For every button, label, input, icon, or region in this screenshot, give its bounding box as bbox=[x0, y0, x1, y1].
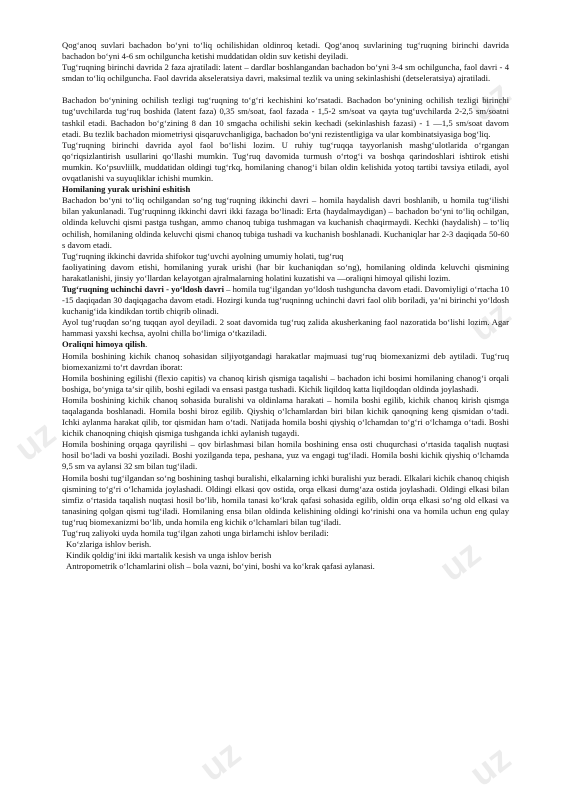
paragraph: Tugʻruqning ikkinchi davrida shifokor tugʻuvchi ayolning umumiy holati, tugʻruq bbox=[62, 250, 344, 261]
heading-tail: . bbox=[145, 339, 148, 350]
paragraph: Homila boshining orqaga qayrilishi – qov birlashmasi bilan homila boshining ensa osti chuqurchasi oʻrtasida taqalish nuqtasi hosil boʻladi va boshi yoziladi. Boshi yozilganda tepa, peshana, yuz va engagi tugʻiladi. Homila boshi kichik qiyshiq oʻlchamda 9,5 sm va aylansi 32 sm bilan tugʻiladi. bbox=[62, 439, 509, 472]
paragraph: Tugʻruq zaliyoki uyda homila tugʻilgan zahoti unga birlamchi ishlov beriladi: bbox=[62, 528, 329, 539]
watermark: uz bbox=[461, 72, 519, 130]
paragraph: Tugʻruqning birinchi davrida 2 faza ajratiladi: latent – dardlar boshlangandan bachadon boʻyni 3-4 sm ochilguncha, faol davri - 4 smdan toʻliq ochilguncha. Faol davrida akseleratsiya davri, maksimal tezlik va uning sekinlashishi (detseleratsiya) ajratiladi. bbox=[62, 62, 509, 84]
paragraph: Homila boshining egilishi (flexio capitis) va chanoq kirish qismiga taqalishi – bachadon ichi bosimi homilaning chanogʻi orqali boshiga, boʻyniga taʼsir qilib, boshi egiladi va ensasi pastga tushadi. Kichik liqildoq katta liqildoqdan oldinda joylashadi. bbox=[62, 372, 509, 394]
watermark: uz bbox=[461, 292, 519, 350]
watermark: uz bbox=[461, 737, 519, 795]
paragraph: Homila boshining kichik chanoq sohasidan siljiyotgandagi harakatlar majmuasi tugʻruq biomexanizmi deb aytiladi. Tugʻruq biomexanizmi toʻrt davrdan iborat: bbox=[62, 350, 509, 372]
section-heading: Homilaning yurak urishini eshitish bbox=[62, 184, 191, 195]
paragraph: Qogʻanoq suvlari bachadon boʻyni toʻliq ochilishidan oldinroq ketadi. Qogʻanoq suvlarining tugʻruqning birinchi davrida bachadon boʻyni 4-6 sm ochilguncha ketishi muddatidan oldin suv ketishi deyiladi. bbox=[62, 40, 509, 62]
paragraph: Tugʻruqning birinchi davrida ayol faol boʻlishi lozim. U ruhiy tugʻruqqa tayyorlanish mashgʻulotlarida oʻrgangan qoʻriqsizlantirish usullarini qoʻllashi mumkin. Tugʻruq davomida turmush oʻrtogʻi va boshqa qarindoshlari ishtirok etishi mumkin. Koʻpsuvliilk, muddatidan oldingi tugʻrkq, homilaning chanogʻi bilan oldin kelishida yotoq tartibi tavsiya etiladi, ayol ovqatlanishi va suyuqliklar ichishi mumkin. bbox=[62, 139, 509, 184]
list-item bbox=[62, 561, 509, 572]
paragraph: Homila boshi tugʻilgandan soʻng boshining tashqi buralishi, elkalarning ichki buralishi yuz beradi. Elkalari kichik chanoq chiqish qismining toʻgʻri oʻlchamida joylashadi. Oldingi elkasi qov ostida, orqa elkasi dumgʻaza ostida joylashadi. Oldingi elkasi bilan simfiz oʻrtasida taqalish nuqtasi hosil boʻlib, homila tanasi koʻkrak qafasi sohasida egilib, oldin orqa elkasi soʻng old elkasi va tanasining qolgan qismi tugʻiladi. Homilaning ensa bilan oldinda kelishining oldingi koʻrinishi ona va homila uchun eng qulay tugʻruq biomexanizmi boʻlib, unda homila eng kichik oʻlchamlari bilan tugʻiladi. bbox=[62, 472, 509, 527]
paragraph-text: – homila tugʻilgandan yoʻldosh tushguncha davom etadi. Davomiyligi oʻrtacha 10 -15 daqiqadan 30 daqiqagacha davom etadi. Hozirgi kunda tugʻruqninng uchinchi davri faol olib boriladi, yaʼni birinchi yoʻldosh kuchanigʻida kindikdan tortib chiqrib olinadi. bbox=[62, 283, 509, 317]
spacer bbox=[62, 84, 509, 95]
list-item-text: Koʻzlariga ishlov berish. bbox=[66, 539, 152, 550]
list-item bbox=[62, 550, 509, 561]
section-heading bbox=[62, 339, 509, 350]
paragraph: faoliyatining davom etishi, homilaning yurak urishi (har bir kuchaniqdan soʻng), homilaning oldinda keluvchi qismining harakatlanishi, jinsiy yoʻllardan kelayotgan ajralmalarning holatini kuzatishi va ―oraliqni himoyal qilishi lozim. bbox=[62, 261, 509, 283]
list-item bbox=[62, 539, 509, 550]
paragraph: Ayol tugʻruqdan soʻng tuqqan ayol deyiladi. 2 soat davomida tugʻruq zalida akusherkaning faol nazoratida boʻlishi lozim. Agar hammasi yaxshi kechsa, ayolni chilla boʻlimiga oʻtkaziladi. bbox=[62, 317, 509, 339]
watermark: uz bbox=[6, 412, 64, 470]
paragraph bbox=[62, 284, 509, 317]
paragraph: Homila boshining kichik chanoq sohasida buralishi va oldinlama harakati – homila boshi egilib, kichik chanoq kirish qismga taqalaganda boshlanadi. Homila boshi biroz egilib. Qiyshiq oʻlchamlardan biri bilan kichik qanoqning keng qismidan oʻtadi. Ichki aylanma harakat qilib, tor qismidan ham oʻtadi. Natijada homila boshi qiyshiq oʻlchamdan toʻgʻri oʻlchamga oʻtadi. Boshi kichik chanoqning chiqish qismiga tushganda ichki aylanish tugaydi. bbox=[62, 394, 509, 439]
paragraph: Bachadon boʻyni toʻliq ochilgandan soʻng tugʻruqning ikkinchi davri – homila haydalish davri boshlanib, u homila tugʻilishi bilan yakunlanadi. Tugʻruqninng ikkinchi davri ikki fazaga boʻlinadi: Erta (haydalmaydigan) – bachadon boʻyni toʻliq ochilgan, oldinda keluvchi qismi pastga tushgan, ammo chanoq tubiga tushmagan va kuchanish chaqirmaydi. Kechki (haydalish) – toʻliq ochilish, homilaning oldinda keluvchi qismi chanoq tubiga tushadi va kuchanish boshlanadi. Kuchaniqlar har 2-3 daqiqada 50-60 s davom etadi. bbox=[62, 195, 509, 250]
list-item-text: Antropometrik oʻlchamlarini olish – bola vazni, boʻyini, boshi va koʻkrak qafasi aylanasi. bbox=[66, 561, 375, 572]
inline-heading: Tugʻruqning uchinchi davri - yoʻldosh davri bbox=[62, 283, 224, 294]
watermark: uz bbox=[431, 532, 489, 590]
watermark: uz bbox=[191, 732, 249, 790]
heading-text: Oraliqni himoya qilish bbox=[62, 339, 146, 350]
list-item-text: Kindik qoldigʻini ikki martalik kesish va unga ishlov berish bbox=[66, 550, 272, 561]
paragraph: Bachadon boʻynining ochilish tezligi tugʻruqning toʻgʻri kechishini koʻrsatadi. Bachadon boʻynining ochilish tezligi birinchi tugʻuvchilarda tugʻruq boshida (latent faza) 0,35 sm/soat, faol fazada - 1,5-2 sm/soat va qayta tugʻuvchilarda 2-2,5 sm/soatni tashkil etadi. Bachadon boʻgʻzining 8 dan 10 smgacha ochilishi sekin kechadi (sekinlashish fazasi) - 1 —1,5 sm/soat davom etadi. Bu tezlik bachadon miometriysi qisqaruvchanligiga, bachadon boʻyni rezistentligiga va ular kombinatsiyasiga bogʻliq. bbox=[62, 95, 509, 139]
